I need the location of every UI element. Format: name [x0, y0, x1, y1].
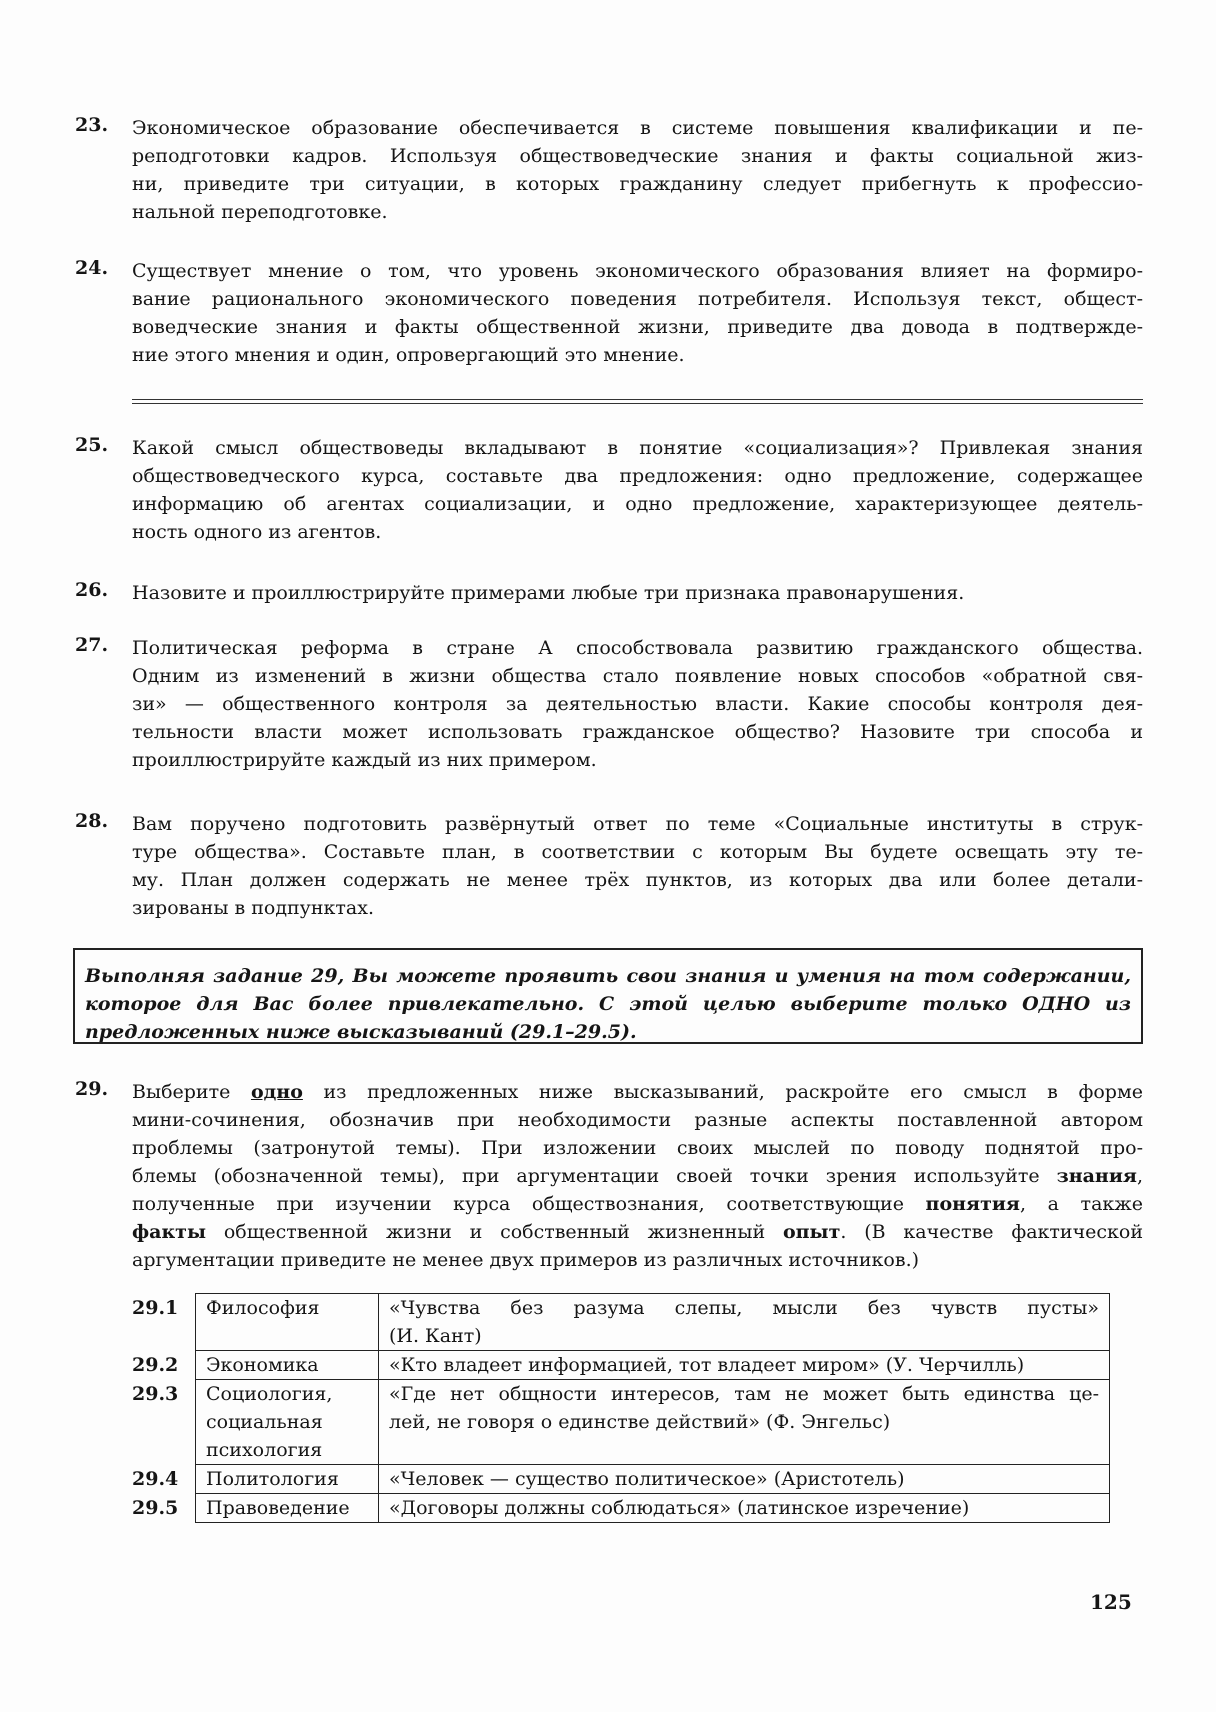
quote-line: лей, не говоря о единстве действий» (Ф. Энгельс) [389, 1411, 891, 1433]
text-segment: , а также [1019, 1193, 1143, 1215]
text-line: Выполняя задание 29, Вы можете проявить свои знания и умения на том содержании, [85, 965, 1131, 987]
table-row [132, 1465, 1110, 1494]
text-line: ние этого мнения и один, опровергающий это мнение. [132, 344, 685, 366]
text-line: ность одного из агентов. [132, 521, 382, 543]
subject-cell [196, 1351, 379, 1380]
text-line [132, 1218, 1143, 1246]
text-segment: блемы (обозначенной темы), при аргументации своей точки зрения используйте [132, 1165, 1057, 1187]
emphasized-word: опыт [782, 1221, 841, 1243]
text-line: которое для Вас более привлекательно. С этой целью выберите только ОДНО из [85, 993, 1131, 1015]
task-text [132, 634, 1143, 774]
text-segment: проблемы (затронутой темы). При изложении своих мыслей по поводу поднятой про- [132, 1137, 1143, 1159]
text-line [132, 1134, 1143, 1162]
section-divider [132, 399, 1143, 404]
task-number: 27. [75, 634, 109, 656]
subject-line: Экономика [206, 1354, 319, 1376]
task-text [132, 810, 1143, 922]
text-segment: аргументации приведите не менее двух примеров из различных источников.) [132, 1249, 920, 1271]
text-line: нальной переподготовке. [132, 201, 388, 223]
quote-line: «Кто владеет информацией, тот владеет миром» (У. Черчилль) [389, 1354, 1025, 1376]
task-number: 23. [75, 114, 109, 136]
quote-line: «Чувства без разума слепы, мысли без чувств пусты» [389, 1297, 1099, 1319]
text-line: туре общества». Составьте план, в соответствии с которым Вы будете освещать эту те- [132, 841, 1143, 863]
text-line: му. План должен содержать не менее трёх пунктов, из которых два или более детали- [132, 869, 1143, 891]
text-segment: общественной жизни и собственный жизненный [206, 1221, 783, 1243]
text-line [132, 1190, 1143, 1218]
quote-line: «Договоры должны соблюдаться» (латинское изречение) [389, 1497, 970, 1519]
text-line: предложенных ниже высказываний (29.1–29.5). [85, 1021, 637, 1043]
text-line: тельности власти может использовать гражданское общество? Назовите три способа и [132, 721, 1143, 743]
quote-cell [379, 1465, 1110, 1494]
text-line: Политическая реформа в стране А способствовала развитию гражданского общества. [132, 637, 1143, 659]
quote-cell [379, 1351, 1110, 1380]
task-number: 25. [75, 434, 109, 456]
task-text [132, 434, 1143, 546]
table-row [132, 1494, 1110, 1523]
text-line: проиллюстрируйте каждый из них примером. [132, 749, 597, 771]
text-segment: , [1136, 1165, 1143, 1187]
text-segment: из предложенных ниже высказываний, раскройте его смысл в форме [302, 1081, 1143, 1103]
task-text [132, 257, 1143, 369]
subject-line: социальная [206, 1411, 323, 1433]
table-row [132, 1351, 1110, 1380]
table-row [132, 1380, 1110, 1465]
text-line: зированы в подпунктах. [132, 897, 374, 919]
subject-cell [196, 1294, 379, 1351]
text-line [132, 1246, 1143, 1274]
task-number: 28. [75, 810, 109, 832]
quote-cell [379, 1294, 1110, 1351]
emphasized-word: знания [1056, 1165, 1137, 1187]
text-line [132, 1162, 1143, 1190]
statement-number: 29.2 [132, 1353, 179, 1376]
text-line: реподготовки кадров. Используя обществоведческие знания и факты социальной жиз- [132, 145, 1143, 167]
quote-line: «Человек — существо политическое» (Аристотель) [389, 1468, 905, 1490]
quote-cell [379, 1494, 1110, 1523]
task-text [132, 579, 1143, 607]
text-line: Вам поручено подготовить развёрнутый ответ по теме «Социальные институты в струк- [132, 813, 1143, 835]
statements-table [132, 1293, 1110, 1523]
subject-line: Социология, [206, 1383, 333, 1405]
subject-line: Правоведение [206, 1497, 350, 1519]
task-number: 26. [75, 579, 109, 601]
statement-number: 29.1 [132, 1296, 179, 1319]
task-29-notice-box [73, 948, 1143, 1044]
text-line: воведческие знания и факты общественной жизни, приведите два довода в подтвержде- [132, 316, 1143, 338]
subject-line: Философия [206, 1297, 320, 1319]
table-row [132, 1294, 1110, 1351]
task-text [132, 1078, 1143, 1274]
emphasized-word: одно [250, 1081, 303, 1103]
text-line: обществоведческого курса, составьте два предложения: одно предложение, содержащее [132, 465, 1143, 487]
emphasized-word: факты [132, 1221, 206, 1243]
statement-number: 29.4 [132, 1467, 179, 1490]
statement-number: 29.5 [132, 1496, 179, 1519]
subject-line: Политология [206, 1468, 339, 1490]
page-number: 125 [1090, 1590, 1132, 1614]
text-line: информацию об агентах социализации, и одно предложение, характеризующее деятель- [132, 493, 1143, 515]
subject-cell [196, 1494, 379, 1523]
quote-line: (И. Кант) [389, 1325, 482, 1347]
text-line: Назовите и проиллюстрируйте примерами любые три признака правонарушения. [132, 582, 965, 604]
task-number: 29. [75, 1078, 109, 1100]
subject-line: психология [206, 1439, 323, 1461]
statement-number: 29.3 [132, 1382, 179, 1405]
text-line: ни, приведите три ситуации, в которых гражданину следует прибегнуть к профессио- [132, 173, 1143, 195]
quote-line: «Где нет общности интересов, там не может быть единства це- [389, 1383, 1099, 1405]
text-line: зи» — общественного контроля за деятельностью власти. Какие способы контроля дея- [132, 693, 1143, 715]
text-segment: . (В качестве фактической [840, 1221, 1143, 1243]
text-line [132, 1078, 1143, 1106]
task-text [132, 114, 1143, 226]
text-segment: Выберите [132, 1081, 251, 1103]
text-line [132, 1106, 1143, 1134]
text-line: вание рационального экономического поведения потребителя. Используя текст, общест- [132, 288, 1143, 310]
subject-cell [196, 1380, 379, 1465]
text-segment: мини-сочинения, обозначив при необходимости разные аспекты поставленной автором [132, 1109, 1143, 1131]
text-line: Экономическое образование обеспечивается в системе повышения квалификации и пе- [132, 117, 1143, 139]
text-line: Существует мнение о том, что уровень экономического образования влияет на формиро- [132, 260, 1143, 282]
text-line: Какой смысл обществоведы вкладывают в понятие «социализация»? Привлекая знания [132, 437, 1143, 459]
text-line: Одним из изменений в жизни общества стало появление новых способов «обратной свя- [132, 665, 1143, 687]
subject-cell [196, 1465, 379, 1494]
emphasized-word: понятия [925, 1193, 1020, 1215]
task-number: 24. [75, 257, 109, 279]
text-segment: полученные при изучении курса обществознания, соответствующие [132, 1193, 926, 1215]
quote-cell [379, 1380, 1110, 1465]
